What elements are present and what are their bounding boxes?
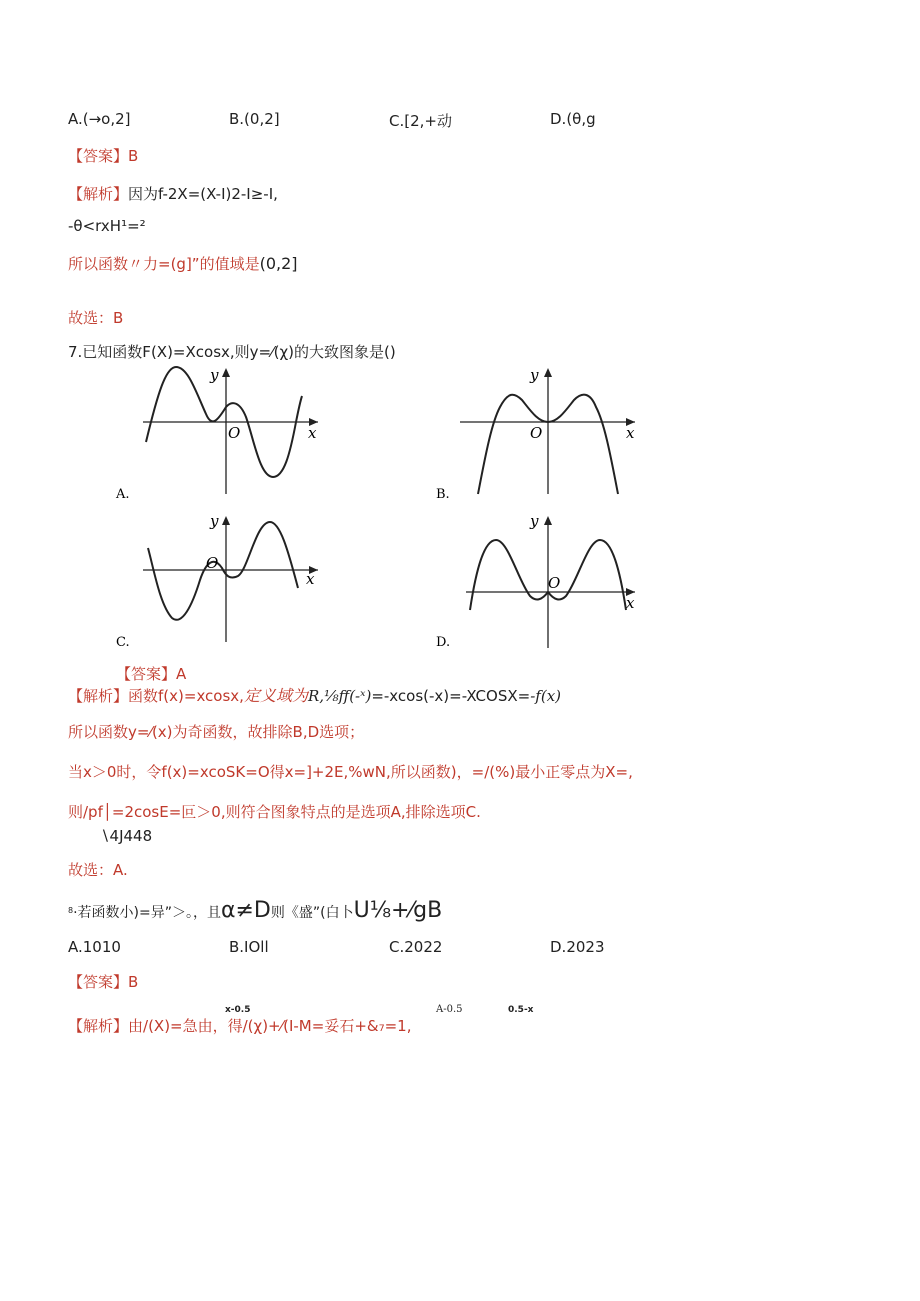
graph-label: D. bbox=[436, 635, 451, 650]
q8-option-d: D.2023 bbox=[550, 938, 605, 956]
q8-answer bbox=[68, 972, 138, 992]
analysis-label: 【解析】 bbox=[68, 185, 129, 203]
q7-analysis-line5: ∖4J448 bbox=[100, 827, 153, 845]
analysis-text: 所以函数〃力=(g]”的值域是 bbox=[68, 255, 260, 273]
q6-analysis-line3 bbox=[68, 254, 298, 274]
axis-y-label: y bbox=[210, 366, 219, 384]
answer-value: B bbox=[128, 147, 139, 165]
q8-superscript-3: 0.5-x bbox=[508, 1005, 534, 1015]
graph-b bbox=[430, 362, 645, 507]
q7-answer bbox=[116, 664, 186, 684]
stem-text: U⅛+⁄gB bbox=[353, 898, 443, 923]
axis-x-label: x bbox=[306, 570, 315, 588]
graph-c bbox=[108, 510, 338, 655]
stem-text: α≠D bbox=[221, 898, 271, 923]
q8-superscript-2: A-0.5 bbox=[436, 1004, 463, 1015]
q6-conclusion: 故选：B bbox=[68, 309, 124, 327]
y-axis-arrow-icon bbox=[222, 516, 230, 525]
q7-analysis-line4: 则/pf│=2cosE=叵＞0,则符合图象特点的是选项A,排除选项C. bbox=[68, 803, 481, 821]
q7-stem: 7.已知函数F(X)=Xcosx,则y=⁄(χ)的大致图象是() bbox=[68, 343, 396, 361]
graph-label: C. bbox=[116, 635, 130, 650]
q8-superscript-1: x-0.5 bbox=[225, 1005, 251, 1015]
q6-answer bbox=[68, 146, 138, 166]
q7-analysis-line2: 所以函数y=⁄(x)为奇函数，故排除B,D选项； bbox=[68, 723, 365, 741]
y-axis-arrow-icon bbox=[544, 516, 552, 525]
q6-option-a: A.(→o,2] bbox=[68, 110, 131, 128]
q8-stem bbox=[68, 898, 442, 926]
answer-label: 【答案】 bbox=[68, 973, 129, 991]
axis-y-label: y bbox=[210, 512, 219, 530]
q6-option-d: D.(θ,g bbox=[550, 110, 596, 128]
graph-label: A. bbox=[116, 487, 130, 502]
y-axis-arrow-icon bbox=[222, 368, 230, 377]
analysis-text: =-xcos(-x)=-XCOSX= bbox=[371, 687, 531, 705]
q8-option-c: C.2022 bbox=[389, 938, 443, 956]
answer-label: 【答案】 bbox=[116, 665, 177, 683]
analysis-text: 函数f(x)=xcosx, bbox=[128, 687, 244, 705]
origin-label: O bbox=[228, 424, 241, 442]
q6-analysis-line2: -θ<rxH¹=² bbox=[68, 217, 146, 235]
axis-x-label: x bbox=[626, 424, 635, 442]
analysis-italic: f(-ˣ) bbox=[349, 687, 372, 705]
q8-option-b: B.IOll bbox=[229, 938, 269, 956]
q6-analysis-line1 bbox=[68, 184, 278, 204]
curve bbox=[148, 522, 298, 620]
stem-number: 8 bbox=[68, 906, 74, 915]
stem-text: 则《盛”(白卜 bbox=[270, 905, 354, 921]
q8-analysis-line bbox=[68, 1016, 411, 1036]
graph-d bbox=[430, 510, 645, 655]
q7-conclusion: 故选：A. bbox=[68, 861, 128, 879]
answer-value: A bbox=[176, 665, 187, 683]
analysis-label: 【解析】 bbox=[68, 687, 129, 705]
graph-label: B. bbox=[436, 487, 450, 502]
q6-option-c: C.[2,+动 bbox=[389, 112, 452, 130]
answer-label: 【答案】 bbox=[68, 147, 129, 165]
axis-y-label: y bbox=[530, 512, 539, 530]
range-interval: (0,2] bbox=[259, 254, 298, 273]
origin-label: O bbox=[530, 424, 543, 442]
q7-analysis-line3: 当x＞0时，令f(x)=xcoSK=O得x=]+2E,%wN,所以函数)，=/(%)最小正零点为X=, bbox=[68, 763, 633, 781]
graph-a bbox=[108, 362, 338, 507]
analysis-text: 因为f-2X=(X-I)2-I≥-I, bbox=[128, 185, 278, 203]
analysis-text: 由/(X)=急由，得/(χ)+⁄(I-M=妥石+&₇=1, bbox=[128, 1017, 412, 1035]
stem-text: ·若函数小)=异”＞。，且 bbox=[73, 905, 221, 921]
q6-option-b: B.(0,2] bbox=[229, 110, 280, 128]
q8-option-a: A.1010 bbox=[68, 938, 121, 956]
analysis-italic: 定义域为 bbox=[243, 686, 308, 705]
analysis-italic: R,⅛f bbox=[307, 687, 350, 705]
origin-label: O bbox=[206, 554, 219, 572]
y-axis-arrow-icon bbox=[544, 368, 552, 377]
origin-label: O bbox=[548, 574, 561, 592]
axis-x-label: x bbox=[308, 424, 317, 442]
analysis-italic: -f(x) bbox=[530, 687, 562, 705]
analysis-label: 【解析】 bbox=[68, 1017, 129, 1035]
axis-x-label: x bbox=[626, 594, 635, 612]
answer-value: B bbox=[128, 973, 139, 991]
q7-analysis-line1 bbox=[68, 686, 561, 706]
axis-y-label: y bbox=[530, 366, 539, 384]
